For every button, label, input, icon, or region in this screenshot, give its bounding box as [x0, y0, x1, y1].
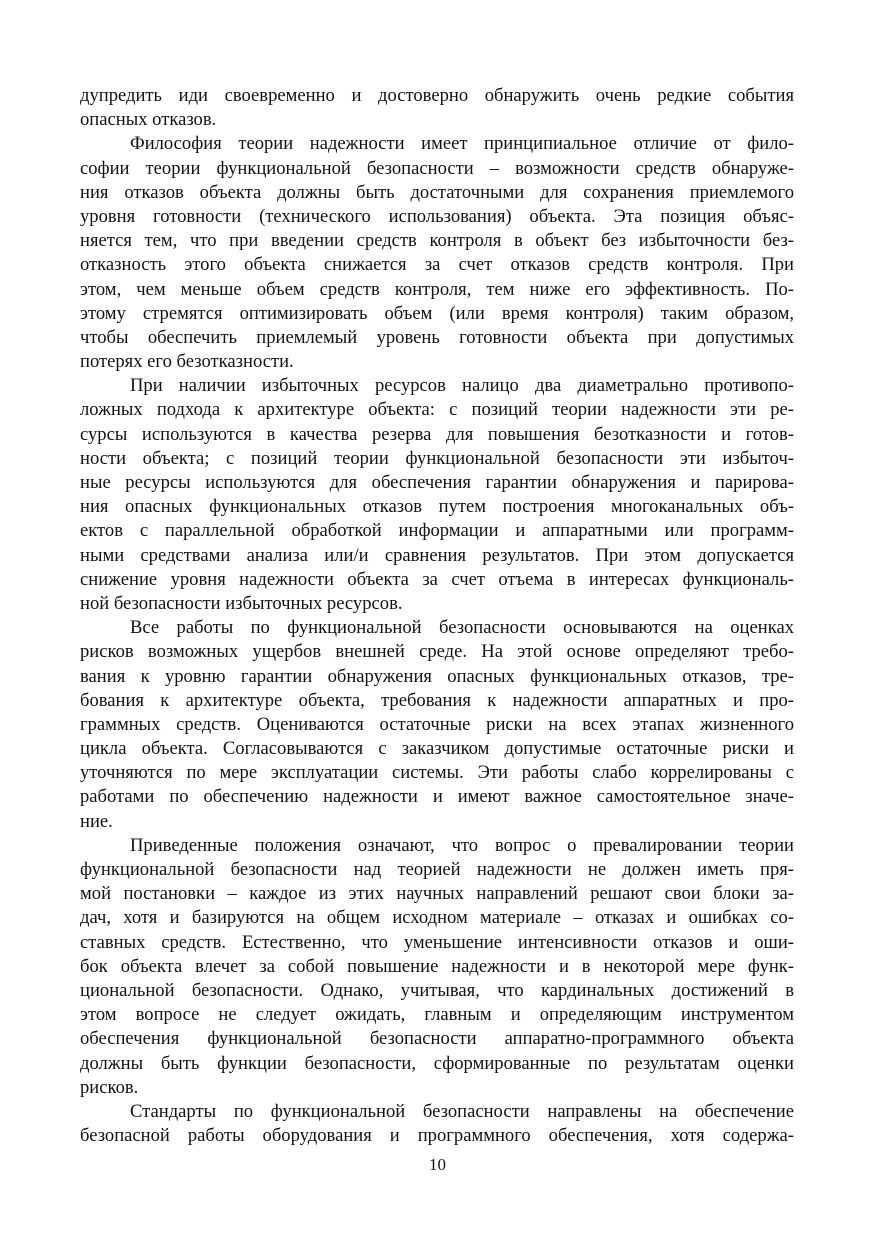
- body-text: [80, 84, 794, 1148]
- text-line: вания к уровню гарантии обнаружения опасных функциональных отказов, тре-: [80, 665, 794, 687]
- text-line: рисков возможных ущербов внешней среде. На этой основе определяют требо-: [80, 641, 794, 663]
- text-line: Все работы по функциональной безопасности основываются на оценках: [130, 617, 794, 639]
- text-line: бования к архитектуре объекта, требования к надежности аппаратных и про-: [80, 689, 794, 711]
- text-line: граммных средств. Оцениваются остаточные риски на всех этапах жизненного: [80, 713, 794, 735]
- text-line: функциональной безопасности над теорией надежности не должен иметь пря-: [80, 859, 794, 880]
- text-line: софии теории функциональной безопасности – возможности средств обнаруже-: [80, 157, 794, 179]
- text-line: снижение уровня надежности объекта за счет отъема в интересах функциональ-: [80, 568, 794, 590]
- text-line: этом, чем меньше объем средств контроля, тем ниже его эффективность. По-: [80, 278, 794, 300]
- paragraph: [80, 132, 794, 374]
- text-line: циональной безопасности. Однако, учитывая, что кардинальных достижений в: [80, 979, 794, 1001]
- text-line: чтобы обеспечить приемлемый уровень готовности объекта при допустимых: [80, 326, 794, 348]
- text-line: ектов с параллельной обработкой информации и аппаратными или программ-: [80, 520, 794, 542]
- text-line: ные ресурсы используются для обеспечения гарантии обнаружения и парирова-: [80, 472, 794, 493]
- text-line: При наличии избыточных ресурсов налицо два диаметрально противопо-: [130, 375, 794, 397]
- text-line: Стандарты по функциональной безопасности направлены на обеспечение: [130, 1100, 794, 1122]
- text-line: ния опасных функциональных отказов путем построения многоканальных объ-: [80, 496, 794, 518]
- text-line: этом вопросе не следует ожидать, главным и определяющим инструментом: [80, 1004, 794, 1026]
- paragraph: [80, 834, 794, 1100]
- paragraph: [80, 616, 794, 834]
- text-line: обеспечения функциональной безопасности аппаратно-программного объекта: [80, 1028, 794, 1050]
- text-line: цикла объекта. Согласовываются с заказчиком допустимые остаточные риски и: [80, 738, 794, 760]
- paragraph: [80, 374, 794, 616]
- text-line: Философия теории надежности имеет принципиальное отличие от фило-: [130, 133, 794, 155]
- text-line: мой постановки – каждое из этих научных направлений решают свои блоки за-: [80, 883, 794, 905]
- text-line: дач, хотя и базируются на общем исходном материале – отказах и ошибках со-: [80, 907, 794, 929]
- text-line: уровня готовности (технического использования) объекта. Эта позиция объяс-: [80, 205, 794, 227]
- text-line: ной безопасности избыточных ресурсов.: [80, 592, 403, 614]
- text-line: рисков.: [80, 1076, 139, 1098]
- text-line: опасных отказов.: [80, 109, 217, 131]
- text-line: работами по обеспечению надежности и имеют важное самостоятельное значе-: [80, 786, 794, 808]
- text-line: уточняются по мере эксплуатации системы. Эти работы слабо коррелированы с: [80, 762, 794, 784]
- text-line: потерях его безотказности.: [80, 351, 294, 373]
- text-line: ставных средств. Естественно, что уменьшение интенсивности отказов и оши-: [80, 931, 794, 953]
- text-line: безопасной работы оборудования и программного обеспечения, хотя содержа-: [80, 1125, 794, 1147]
- text-line: Приведенные положения означают, что вопрос о превалировании теории: [130, 834, 794, 856]
- page-number: 10: [429, 1155, 446, 1174]
- text-line: ния отказов объекта должны быть достаточными для сохранения приемлемого: [80, 181, 794, 203]
- text-line: этому стремятся оптимизировать объем (или время контроля) таким образом,: [80, 302, 794, 324]
- text-line: сурсы используются в качества резерва для повышения безотказности и готов-: [80, 423, 794, 445]
- text-line: ложных подхода к архитектуре объекта: с позиций теории надежности эти ре-: [80, 399, 794, 421]
- text-line: отказность этого объекта снижается за счет отказов средств контроля. При: [80, 254, 794, 276]
- text-line: ние.: [80, 810, 113, 832]
- text-line: должны быть функции безопасности, сформированные по результатам оценки: [80, 1052, 794, 1074]
- text-line: ности объекта; с позиций теории функциональной безопасности эти избыточ-: [80, 447, 794, 469]
- text-line: дупредить иди своевременно и достоверно обнаружить очень редкие события: [80, 85, 794, 106]
- paragraph: [80, 1100, 794, 1148]
- text-line: бок объекта влечет за собой повышение надежности и в некоторой мере функ-: [80, 955, 794, 977]
- paragraph: [80, 84, 794, 132]
- text-line: няется тем, что при введении средств контроля в объект без избыточности без-: [80, 230, 794, 252]
- text-line: ными средствами анализа или/и сравнения результатов. При этом допускается: [80, 544, 794, 566]
